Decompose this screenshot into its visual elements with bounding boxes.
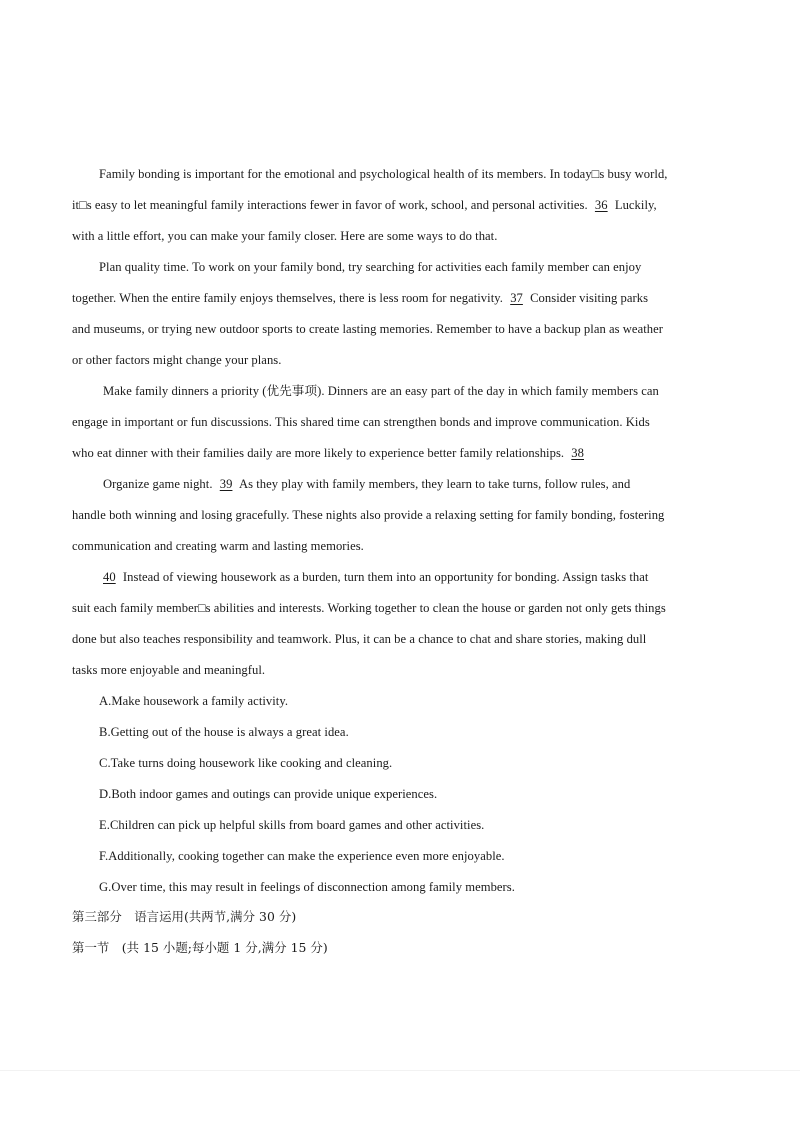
passage-line xyxy=(99,166,668,182)
passage-line xyxy=(72,662,265,678)
passage-text: Make family dinners a priority (优先事项). Dinners are an easy part of the day in which family members can xyxy=(103,384,659,398)
passage-line xyxy=(72,538,364,554)
passage-text: Organize game night. xyxy=(103,477,213,491)
option-b: B.Getting out of the house is always a great idea. xyxy=(99,725,349,739)
passage-line xyxy=(72,228,497,244)
passage-line xyxy=(72,197,657,213)
passage-line xyxy=(72,600,666,616)
passage-line xyxy=(103,476,630,492)
passage-line xyxy=(72,290,648,306)
passage-line xyxy=(72,352,281,368)
passage-text: and museums, or trying new outdoor sports to create lasting memories. Remember to have a backup plan as weather xyxy=(72,322,663,336)
passage-line xyxy=(103,383,659,399)
option-d: D.Both indoor games and outings can provide unique experiences. xyxy=(99,787,438,801)
option-e: E.Children can pick up helpful skills from board games and other activities. xyxy=(99,818,485,832)
passage-text: Plan quality time. To work on your family bond, try searching for activities each family member can enjoy xyxy=(99,260,642,274)
blank-36: 36 xyxy=(594,198,608,212)
option-g: G.Over time, this may result in feelings of disconnection among family members. xyxy=(99,880,515,894)
passage-text: Luckily, xyxy=(614,198,657,212)
passage-line xyxy=(99,569,648,585)
passage-text: As they play with family members, they learn to take turns, follow rules, and xyxy=(238,477,631,491)
blank-40: 40 xyxy=(103,570,116,584)
option-f: F.Additionally, cooking together can make the experience even more enjoyable. xyxy=(99,849,505,863)
passage-text: engage in important or fun discussions. This shared time can strengthen bonds and improve communication. Kids xyxy=(72,415,650,429)
passage-text: Instead of viewing housework as a burden, turn them into an opportunity for bonding. Assign tasks that xyxy=(122,570,649,584)
passage-text: Family bonding is important for the emotional and psychological health of its members. In today□s busy world, xyxy=(99,167,668,181)
passage-text: who eat dinner with their families daily are more likely to experience better family relationships. xyxy=(72,446,565,460)
passage-line xyxy=(72,414,650,430)
passage-text: together. When the entire family enjoys themselves, there is less room for negativity. xyxy=(72,291,503,305)
option-a: A.Make housework a family activity. xyxy=(99,694,289,708)
page-bottom-divider xyxy=(0,1070,800,1071)
section-part-title: 第三部分 语言运用(共两节,满分 30 分) xyxy=(72,909,297,924)
passage-text: Consider visiting parks xyxy=(530,291,649,305)
section-sub-title: 第一节 (共 15 小题;每小题 1 分,满分 15 分) xyxy=(72,940,328,955)
blank-38: 38 xyxy=(571,446,584,460)
blank-39: 39 xyxy=(219,477,233,491)
passage-line xyxy=(72,631,646,647)
passage-line xyxy=(99,259,641,275)
option-c: C.Take turns doing housework like cooking and cleaning. xyxy=(99,756,393,770)
passage-text: tasks more enjoyable and meaningful. xyxy=(72,663,266,677)
passage-text: handle both winning and losing gracefully. These nights also provide a relaxing setting for family bonding, fostering xyxy=(72,508,665,522)
passage-text: or other factors might change your plans. xyxy=(72,353,282,367)
passage-text: with a little effort, you can make your family closer. Here are some ways to do that. xyxy=(72,229,498,243)
passage-text: done but also teaches responsibility and teamwork. Plus, it can be a chance to chat and share stories, making dull xyxy=(72,632,647,646)
passage-text: suit each family member□s abilities and interests. Working together to clean the house or garden not only gets things xyxy=(72,601,666,615)
blank-37: 37 xyxy=(510,291,523,305)
passage-line xyxy=(72,507,664,523)
passage-line xyxy=(72,445,588,461)
passage-line xyxy=(72,321,663,337)
passage-text: it□s easy to let meaningful family interactions fewer in favor of work, school, and personal activities. xyxy=(72,198,588,212)
passage-text: communication and creating warm and lasting memories. xyxy=(72,539,364,553)
